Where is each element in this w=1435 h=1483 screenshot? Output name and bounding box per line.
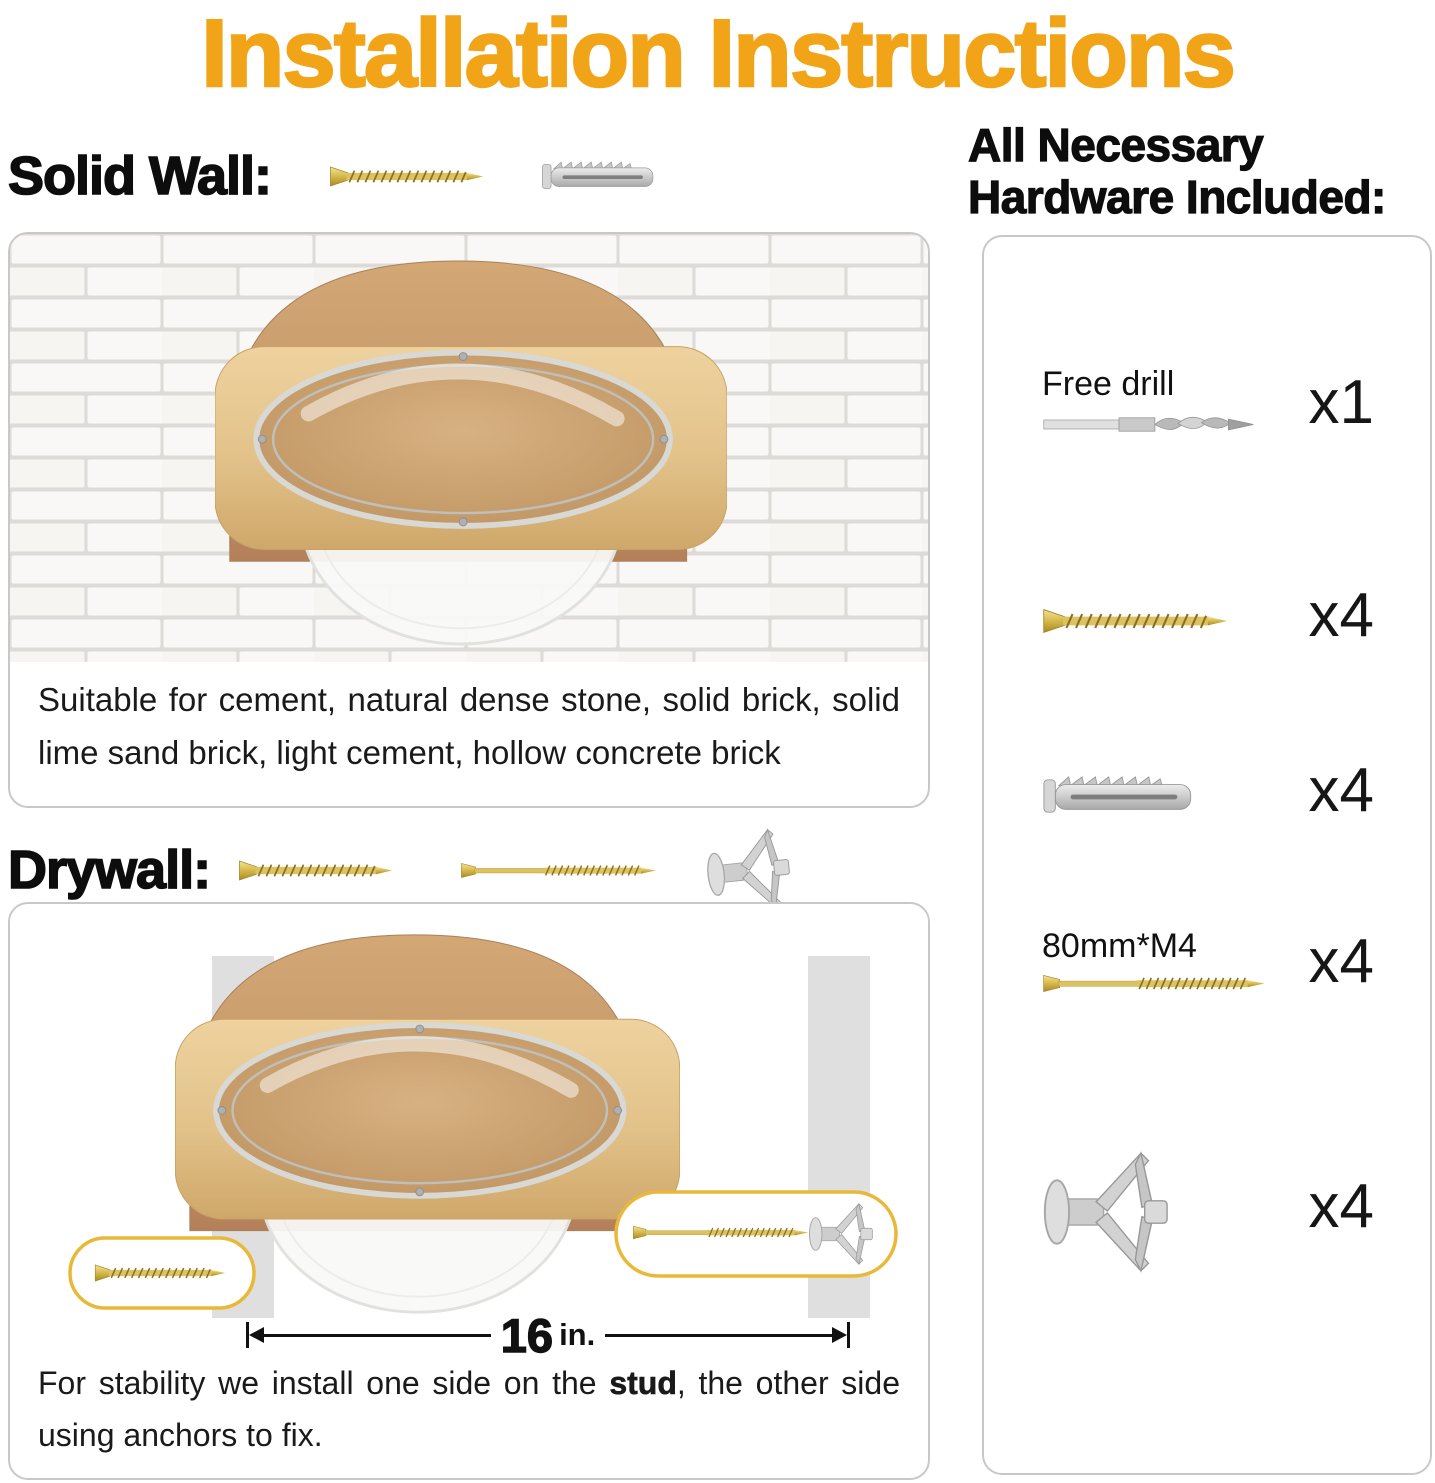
dimension-annotation (246, 1308, 850, 1362)
hardware-item-count: x4 (1308, 756, 1374, 825)
hardware-row-long-screw (1042, 926, 1374, 996)
screw-callout (70, 1238, 254, 1308)
dimension-tick-right (847, 1322, 850, 1348)
solid-wall-heading: Solid Wall: (8, 146, 271, 206)
hardware-item-count: x4 (1308, 1172, 1374, 1241)
long-screw-icon (1042, 973, 1267, 994)
drill-bit-icon (1042, 411, 1257, 438)
wall-anchor-icon (1042, 774, 1204, 818)
long-screw-icon (460, 861, 658, 880)
hardware-item-count: x1 (1308, 367, 1374, 437)
hardware-item-count: x4 (1308, 926, 1374, 996)
hardware-item-count: x4 (1308, 581, 1374, 650)
drywall-caption: For stability we install one side on the stud, the other side using anchors to fix. (38, 1365, 901, 1453)
hardware-item-label: 80mm*M4 (1042, 927, 1197, 965)
solid-wall-heading-row (8, 145, 663, 207)
drywall-photo (10, 904, 928, 1318)
stud-emphasis: stud (609, 1365, 677, 1401)
drywall-panel (8, 902, 930, 1480)
drywall-anchor-icon (1042, 1142, 1182, 1282)
hardware-row-drill (1042, 367, 1374, 438)
screw-icon (238, 858, 398, 883)
hardware-row-screw (1042, 581, 1374, 650)
solid-wall-photo (10, 234, 928, 662)
hardware-row-drywall-anchor (1042, 1132, 1374, 1282)
solid-wall-caption: Suitable for cement, natural dense stone, solid brick, solid lime sand brick, light cement, hollow concrete brick (38, 681, 900, 771)
page-title: Installation Instructions (201, 0, 1234, 107)
hardware-panel (982, 235, 1432, 1475)
dimension-unit: in. (559, 1317, 596, 1352)
screw-icon (1042, 606, 1234, 636)
drywall-heading: Drywall: (8, 840, 211, 900)
anchor-callout (616, 1192, 896, 1276)
hardware-item-label: Free drill (1042, 365, 1175, 403)
dimension-value: 16 (500, 1308, 554, 1362)
hardware-row-wall-anchor (1042, 756, 1374, 825)
screw-icon (329, 164, 489, 189)
arrow-right-icon (832, 1327, 847, 1343)
arrow-left-icon (249, 1327, 264, 1343)
wall-anchor-icon (541, 160, 663, 193)
solid-wall-panel (8, 232, 930, 808)
hardware-heading: All Necessary Hardware Included: (968, 119, 1386, 223)
